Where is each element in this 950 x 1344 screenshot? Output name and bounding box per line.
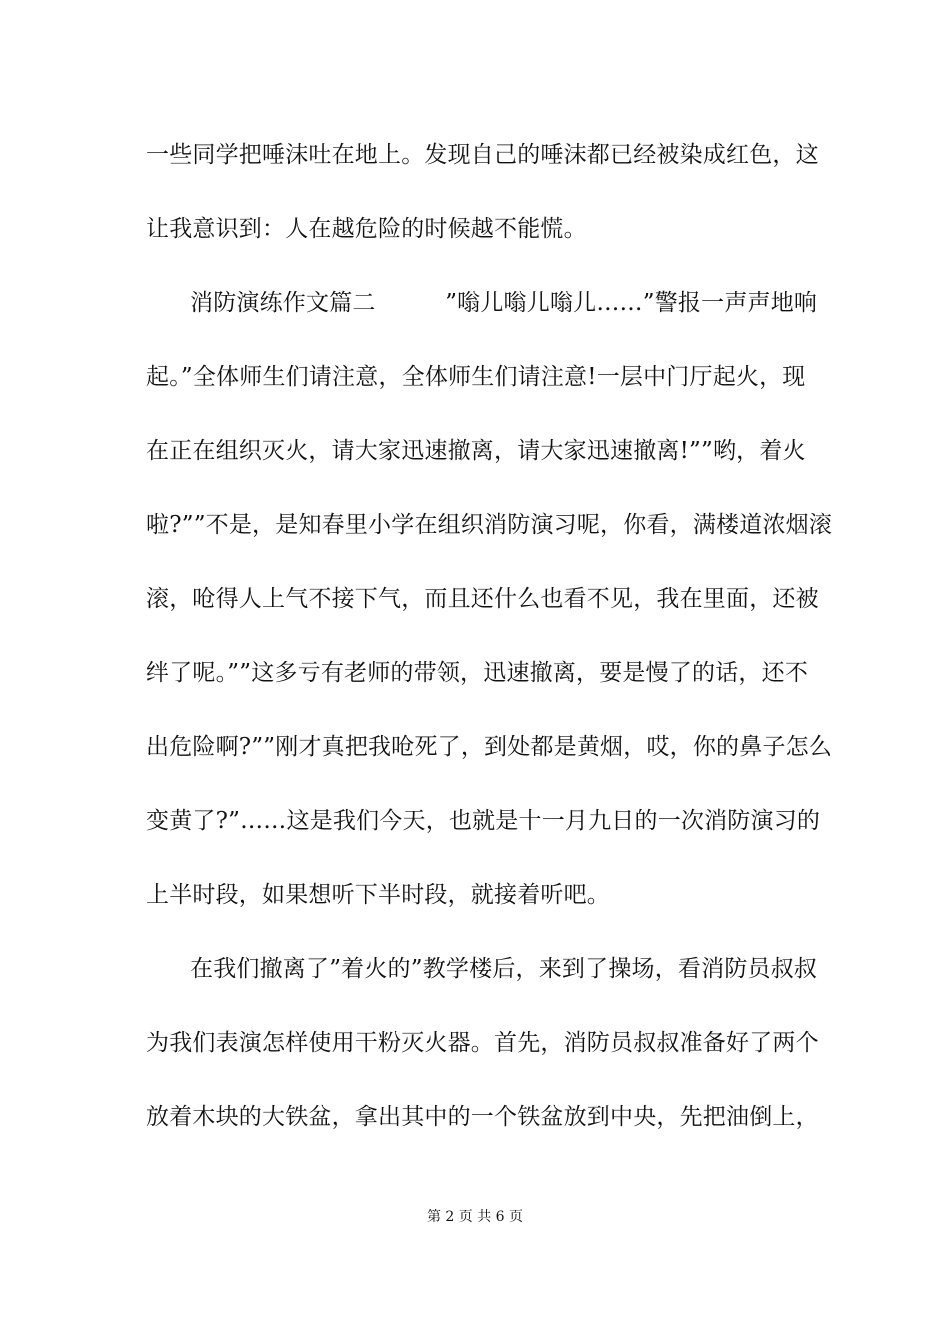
text-line-10: 变黄了?”……这是我们今天，也就是十一月九日的一次消防演习的 xyxy=(146,808,821,834)
text-line-3: 消防演练作文篇二 ”嗡儿嗡儿嗡儿……”警报一声声地响 xyxy=(190,290,818,316)
text-line-2: 让我意识到：人在越危险的时候越不能慌。 xyxy=(146,216,587,242)
text-line-9: 出危险啊?””刚才真把我呛死了，到处都是黄烟，哎，你的鼻子怎么 xyxy=(146,734,833,760)
text-line-7: 滚，呛得人上气不接下气，而且还什么也看不见，我在里面，还被 xyxy=(146,586,819,612)
text-line-1: 一些同学把唾沫吐在地上。发现自己的唾沫都已经被染成红色，这 xyxy=(146,142,819,168)
text-line-12: 在我们撤离了”着火的”教学楼后，来到了操场，看消防员叔叔 xyxy=(190,956,818,982)
text-line-8: 绊了呢。””这多亏有老师的带领，迅速撤离，要是慢了的话，还不 xyxy=(146,660,809,686)
text-line-6: 啦?””不是，是知春里小学在组织消防演习呢，你看，满楼道浓烟滚 xyxy=(146,512,833,538)
text-line-4: 起。”全体师生们请注意，全体师生们请注意!一层中门厅起火，现 xyxy=(146,364,806,390)
text-line-13: 为我们表演怎样使用干粉灭火器。首先，消防员叔叔准备好了两个 xyxy=(146,1030,819,1056)
text-line-14: 放着木块的大铁盆，拿出其中的一个铁盆放到中央，先把油倒上， xyxy=(146,1104,819,1130)
text-line-11: 上半时段，如果想听下半时段，就接着听吧。 xyxy=(146,882,610,908)
page-footer: 第 2 页 共 6 页 xyxy=(426,1209,524,1225)
text-line-5: 在正在组织灭火，请大家迅速撤离，请大家迅速撤离!””哟，着火 xyxy=(146,438,806,464)
